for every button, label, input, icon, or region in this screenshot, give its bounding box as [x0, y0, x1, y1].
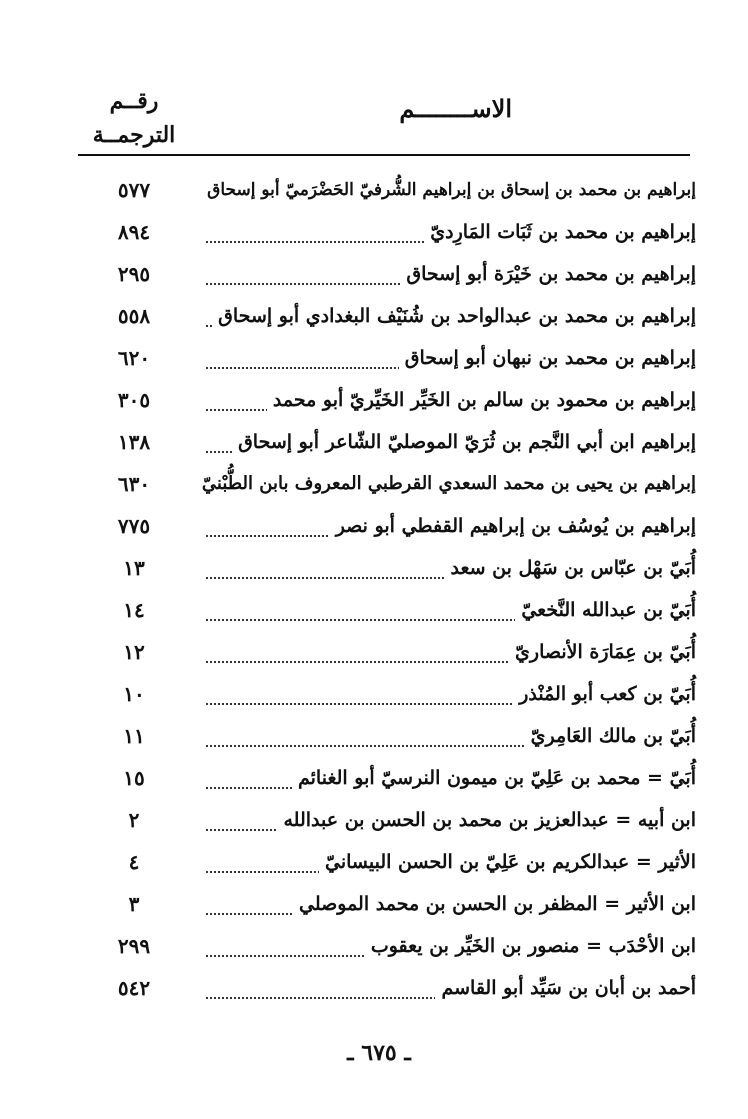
header-rule	[78, 154, 690, 156]
entry-name: ابن الأثير = المظفر بن الحسن بن محمد الموصلي	[293, 888, 696, 920]
entry-name: إبراهيم بن محمد بن خَيْرَة أبو إسحاق	[400, 258, 696, 290]
number-column-header	[84, 84, 184, 152]
page-number: ـ ٦٧٥ ـ	[347, 1040, 411, 1066]
entry-name: ابن الأحْدَب = منصور بن الخَيِّر بن يعقوب	[365, 930, 696, 962]
index-entry	[0, 760, 748, 802]
index-entry	[0, 172, 748, 214]
number-header-line2: الترجمــة	[92, 122, 176, 148]
index-entry	[0, 970, 748, 1012]
entry-number: ٥٥٨	[117, 304, 151, 328]
entry-name: إبراهيم بن يحيى بن محمد السعدي القرطبي المعروف بابن الطُّبْنيّ	[196, 468, 696, 500]
entry-number: ٣٠٥	[117, 388, 151, 412]
entry-name: إبراهيم بن محمد بن عبدالواحد بن شُنَيْف البغدادي أبو إسحاق	[212, 300, 696, 332]
entry-number: ١٣	[123, 556, 145, 580]
entry-number: ١٢	[123, 640, 145, 664]
entry-number: ٢٩٥	[117, 262, 151, 286]
index-entry	[0, 340, 748, 382]
entry-name: أُبَيّ بن عبّاس بن سَهْل بن سعد	[444, 552, 696, 584]
entry-number: ٦٣٠	[117, 472, 151, 496]
entry-number: ١٠	[123, 682, 145, 706]
entry-number: ٢٩٩	[117, 934, 151, 958]
index-entry	[0, 214, 748, 256]
entry-name: إبراهيم بن محمد بن ثَبَات المَارِديّ	[424, 216, 696, 248]
index-entry	[0, 466, 748, 508]
entry-number: ١٥	[123, 766, 145, 790]
entry-number: ٧٧٥	[117, 514, 151, 538]
index-entry	[0, 844, 748, 886]
entry-number: ٢	[128, 808, 140, 832]
entry-name: إبراهيم ابن أبي النَّجم بن ثُرَيّ الموصليّ الشّاعر أبو إسحاق	[232, 426, 696, 458]
index-entry	[0, 886, 748, 928]
number-header-line1: رقــم	[109, 88, 159, 114]
entry-name: أُبَيّ بن مالك العَامِريّ	[525, 720, 696, 752]
entry-name: أُبَيّ بن عِمَارَة الأنصاريّ	[509, 636, 696, 668]
name-column-header: الاســــــــم	[399, 94, 512, 123]
index-entry	[0, 298, 748, 340]
entry-name: أُبَيّ بن عبدالله النَّخعيّ	[515, 594, 696, 626]
index-entry	[0, 256, 748, 298]
index-entry	[0, 550, 748, 592]
entry-name: إبراهيم بن يُوسُف بن إبراهيم القفطي أبو نصر	[330, 510, 696, 542]
entry-name: إبراهيم بن محمد بن نبهان أبو إسحاق	[399, 342, 696, 374]
index-entry	[0, 676, 748, 718]
index-entry	[0, 928, 748, 970]
entry-number: ٤	[128, 850, 140, 874]
index-entry	[0, 634, 748, 676]
entry-number: ٦٢٠	[117, 346, 151, 370]
entry-number: ٨٩٤	[117, 220, 151, 244]
index-entry	[0, 802, 748, 844]
entry-name: أُبَيّ بن كعب أبو المُنْذر	[513, 678, 696, 710]
entry-name: إبراهيم بن محمود بن سالم بن الخَيِّر الخَيِّريّ أبو محمد	[267, 384, 696, 416]
entry-number: ١٣٨	[117, 430, 151, 454]
entry-number: ١١	[123, 724, 145, 748]
entry-name: أُبَيّ = محمد بن عَلِيّ بن ميمون النرسيّ أبو الغنائم	[292, 762, 696, 794]
index-entry	[0, 508, 748, 550]
entry-number: ٥٤٢	[117, 976, 151, 1000]
entry-number: ٣	[128, 892, 140, 916]
entry-name: إبراهيم بن محمد بن إسحاق بن إبراهيم الشُّرفيّ الحَضْرَميّ أبو إسحاق	[201, 174, 696, 206]
entry-number: ٥٧٧	[117, 178, 151, 202]
entry-number: ١٤	[123, 598, 145, 622]
index-entries	[0, 172, 748, 1012]
index-entry	[0, 718, 748, 760]
index-entry	[0, 424, 748, 466]
entry-name: الأثير = عبدالكريم بن عَلِيّ بن الحسن البيسانيّ	[319, 846, 696, 878]
entry-name: أحمد بن أبان بن سَيِّد أبو القاسم	[435, 972, 696, 1004]
index-entry	[0, 592, 748, 634]
entry-name: ابن أبيه = عبدالعزيز بن محمد بن الحسن بن عبدالله	[278, 804, 697, 836]
index-entry	[0, 382, 748, 424]
